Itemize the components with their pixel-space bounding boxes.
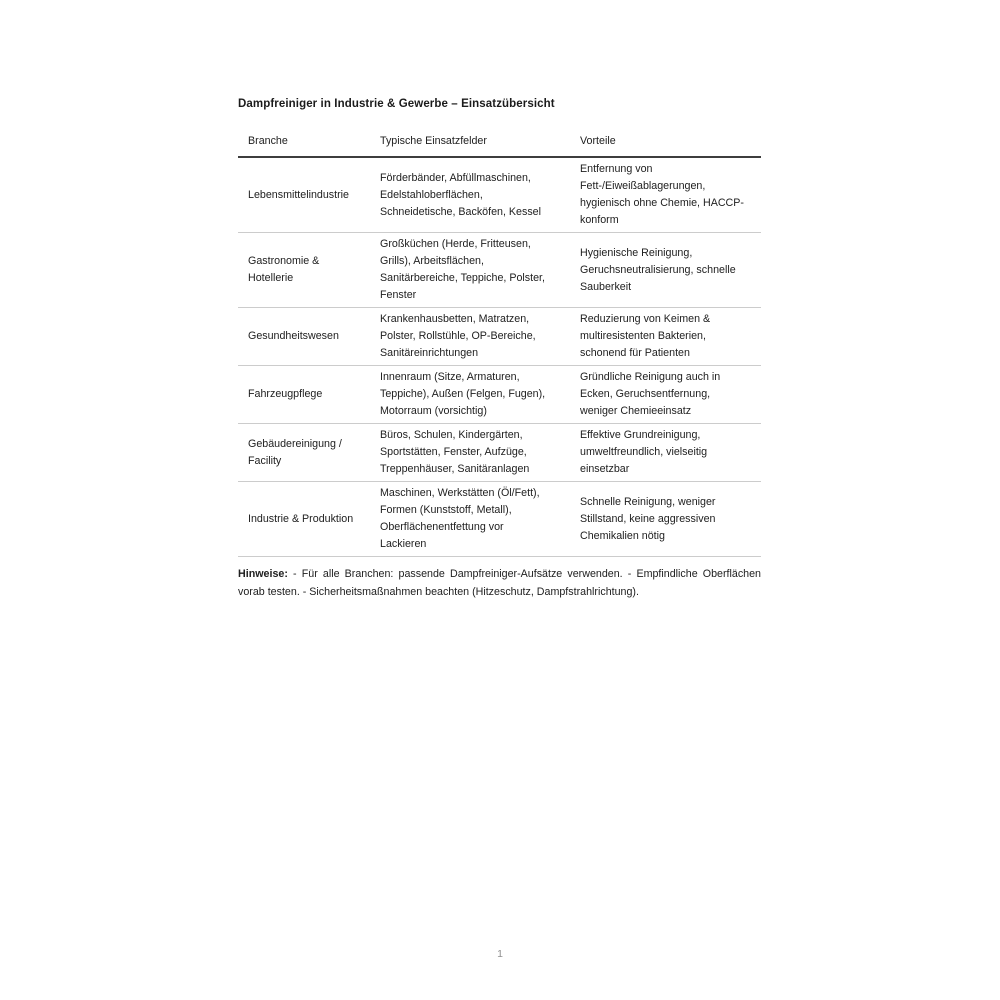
footnote-text: - Für alle Branchen: passende Dampfreiniger-Aufsätze verwenden. - Empfindliche Oberflächen vorab testen. - Sicherheitsmaßnahmen beachten (Hitzeschutz, Dampfstrahlrichtung). <box>238 568 761 598</box>
cell-branche: Gebäudereinigung / Facility <box>238 424 370 482</box>
table-row <box>238 482 761 557</box>
cell-einsatzfelder: Innenraum (Sitze, Armaturen, Teppiche), Außen (Felgen, Fugen), Motorraum (vorsichtig) <box>370 366 570 424</box>
cell-branche: Gastronomie & Hotellerie <box>238 233 370 308</box>
cell-vorteile: Gründliche Reinigung auch in Ecken, Geruchsentfernung, weniger Chemieeinsatz <box>570 366 761 424</box>
cell-branche: Lebensmittelindustrie <box>238 157 370 233</box>
cell-einsatzfelder: Förderbänder, Abfüllmaschinen, Edelstahloberflächen, Schneidetische, Backöfen, Kessel <box>370 157 570 233</box>
cell-vorteile: Entfernung von Fett-/Eiweißablagerungen, hygienisch ohne Chemie, HACCP-konform <box>570 157 761 233</box>
usage-overview-table <box>238 130 761 557</box>
table-header-row <box>238 130 761 157</box>
footnote <box>238 565 761 601</box>
table-row <box>238 157 761 233</box>
cell-branche: Fahrzeugpflege <box>238 366 370 424</box>
page-number: 1 <box>497 948 503 960</box>
column-header-einsatzfelder: Typische Einsatzfelder <box>370 130 570 157</box>
table-header <box>238 130 761 157</box>
document-title: Dampfreiniger in Industrie & Gewerbe – Einsatzübersicht <box>238 98 555 110</box>
cell-einsatzfelder: Krankenhausbetten, Matratzen, Polster, Rollstühle, OP-Bereiche, Sanitäreinrichtungen <box>370 308 570 366</box>
document-content <box>238 97 761 601</box>
cell-einsatzfelder: Maschinen, Werkstätten (Öl/Fett), Formen (Kunststoff, Metall), Oberflächenentfettung vor Lackieren <box>370 482 570 557</box>
cell-vorteile: Schnelle Reinigung, weniger Stillstand, keine aggressiven Chemikalien nötig <box>570 482 761 557</box>
table-row <box>238 233 761 308</box>
cell-branche: Gesundheitswesen <box>238 308 370 366</box>
cell-vorteile: Effektive Grundreinigung, umweltfreundlich, vielseitig einsetzbar <box>570 424 761 482</box>
cell-branche: Industrie & Produktion <box>238 482 370 557</box>
table-body <box>238 157 761 557</box>
column-header-vorteile: Vorteile <box>570 130 761 157</box>
table-row <box>238 308 761 366</box>
table-row <box>238 366 761 424</box>
cell-einsatzfelder: Großküchen (Herde, Fritteusen, Grills), Arbeitsflächen, Sanitärbereiche, Teppiche, Polster, Fenster <box>370 233 570 308</box>
cell-vorteile: Hygienische Reinigung, Geruchsneutralisierung, schnelle Sauberkeit <box>570 233 761 308</box>
cell-vorteile: Reduzierung von Keimen & multiresistenten Bakterien, schonend für Patienten <box>570 308 761 366</box>
footnote-label: Hinweise: <box>238 568 288 580</box>
cell-einsatzfelder: Büros, Schulen, Kindergärten, Sportstätten, Fenster, Aufzüge, Treppenhäuser, Sanitäranlagen <box>370 424 570 482</box>
column-header-branche: Branche <box>238 130 370 157</box>
table-row <box>238 424 761 482</box>
